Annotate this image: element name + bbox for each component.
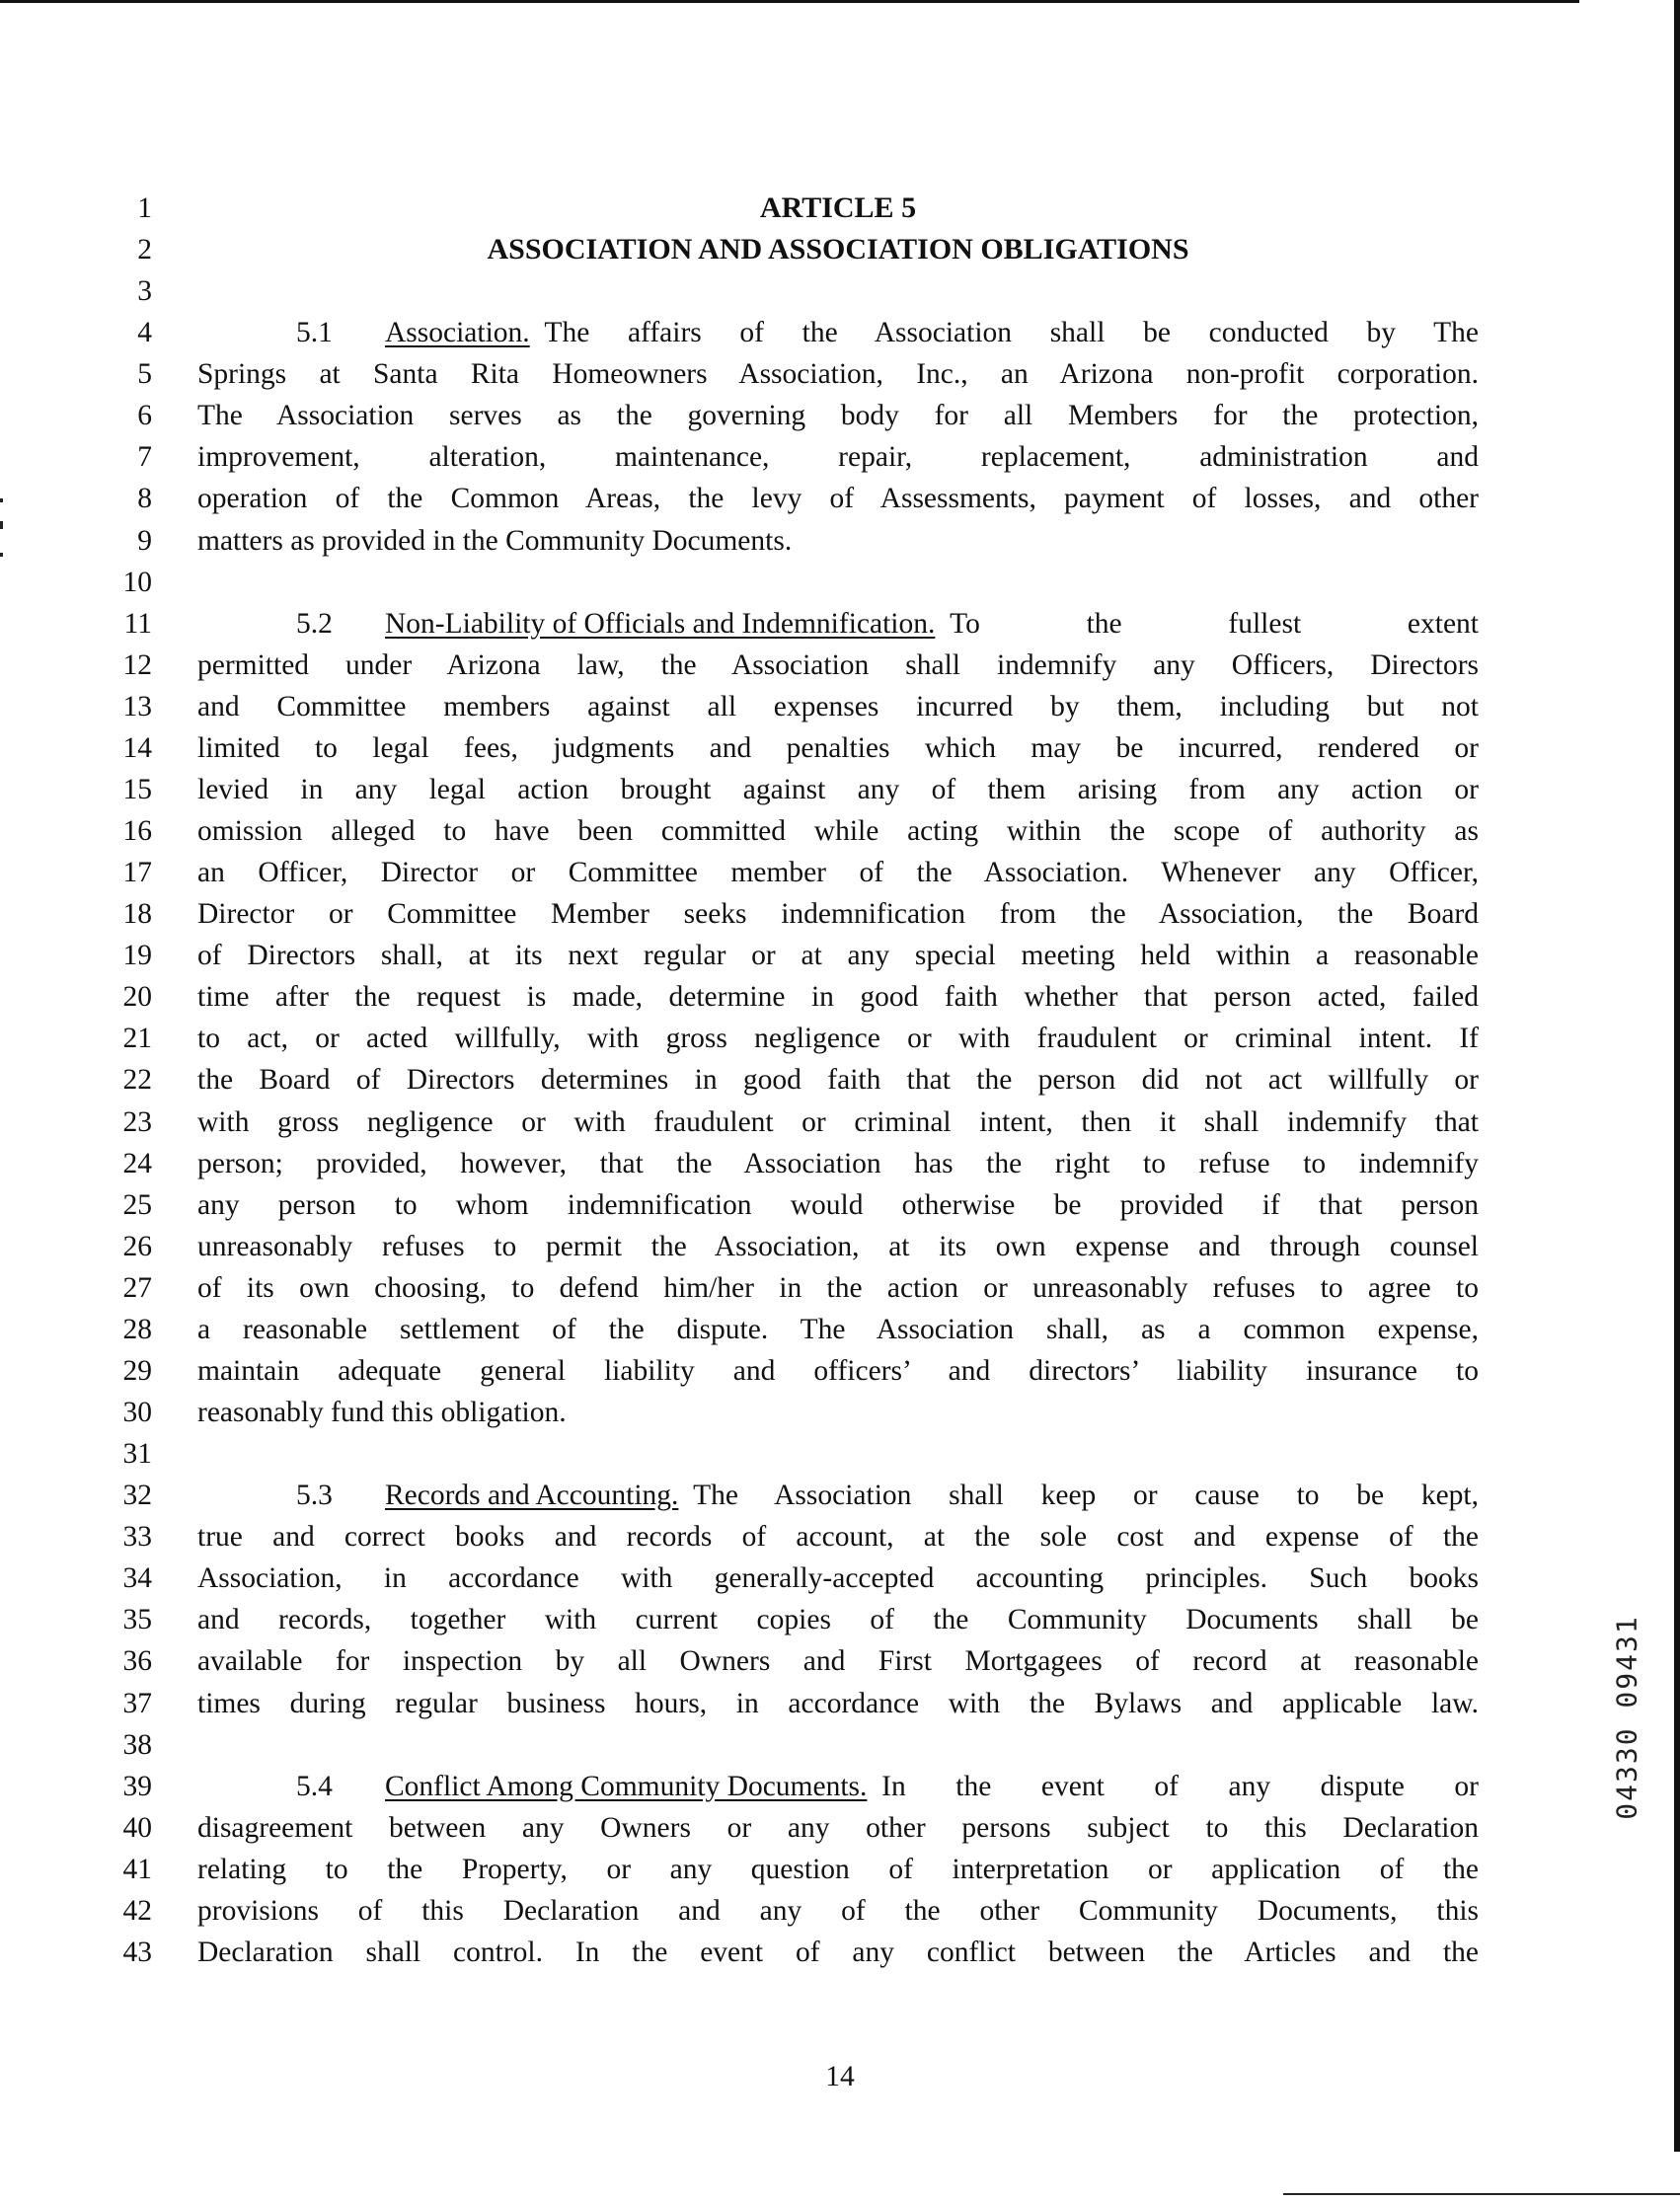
line-number: 38	[122, 1728, 152, 1761]
line-number: 12	[122, 648, 152, 681]
document-line	[0, 1309, 1680, 1350]
document-line	[0, 436, 1680, 478]
line-number: 33	[122, 1521, 152, 1554]
body-text-line: Springs at Santa Rita Homeowners Association, Inc., an Arizona non-profit corporation.	[197, 358, 1479, 391]
scan-bottom-border	[1283, 2193, 1680, 2195]
line-number: 15	[122, 773, 152, 805]
line-number: 5	[137, 358, 152, 391]
section-heading-line	[197, 603, 1479, 645]
line-number: 1	[137, 192, 152, 224]
body-text-line: provisions of this Declaration and any of the other Community Documents, this	[197, 1894, 1479, 1927]
body-text-line: Declaration shall control. In the event of any conflict between the Articles and the	[197, 1936, 1479, 1968]
document-line	[0, 1890, 1680, 1932]
section-title: Association.	[385, 317, 530, 349]
section-number: 5.3	[296, 1480, 333, 1512]
document-line	[0, 1433, 1680, 1475]
document-line	[0, 645, 1680, 686]
article-title: ARTICLE 5	[759, 191, 917, 224]
line-number: 4	[137, 317, 152, 349]
document-line	[0, 1226, 1680, 1267]
document-line	[0, 229, 1680, 270]
document-line	[0, 935, 1680, 976]
body-text-line: levied in any legal action brought against any of them arising from any action or	[197, 773, 1479, 805]
section-number: 5.2	[296, 607, 333, 640]
line-number: 26	[122, 1230, 152, 1262]
spacer	[867, 1766, 881, 1807]
line-number: 9	[137, 524, 152, 557]
body-text-line: limited to legal fees, judgments and penalties which may be incurred, rendered or	[197, 731, 1479, 764]
document-line	[0, 1184, 1680, 1226]
line-number: 37	[122, 1687, 152, 1719]
document-line	[0, 976, 1680, 1018]
body-text-line: with gross negligence or with fraudulent or criminal intent, then it shall indemnify that	[197, 1105, 1479, 1138]
line-number: 30	[122, 1397, 152, 1429]
document-line	[0, 353, 1680, 395]
line-number: 31	[122, 1438, 152, 1471]
body-text-line: and Committee members against all expenses incurred by them, including but not	[197, 690, 1479, 722]
document-line	[0, 727, 1680, 769]
line-number: 11	[123, 607, 152, 640]
section-title: Conflict Among Community Documents.	[385, 1770, 868, 1802]
document-line	[0, 603, 1680, 645]
document-line	[0, 1724, 1680, 1766]
document-line	[0, 1018, 1680, 1059]
document-line	[0, 1059, 1680, 1101]
section-number: 5.1	[296, 317, 333, 349]
line-number: 28	[122, 1313, 152, 1345]
line-number: 21	[122, 1023, 152, 1055]
line-number: 41	[122, 1853, 152, 1885]
body-text-line: a reasonable settlement of the dispute. The Association shall, as a common expense,	[197, 1313, 1479, 1345]
document-line	[0, 395, 1680, 436]
body-text-line: time after the request is made, determine in good faith whether that person acted, failed	[197, 981, 1479, 1014]
article-subtitle: ASSOCIATION AND ASSOCIATION OBLIGATIONS	[487, 233, 1189, 266]
document-line	[0, 1766, 1680, 1807]
body-text-line: and records, together with current copies of the Community Documents shall be	[197, 1604, 1479, 1636]
line-number: 19	[122, 940, 152, 972]
body-text-line: operation of the Common Areas, the levy of Assessments, payment of losses, and other	[197, 483, 1479, 515]
body-text-line: relating to the Property, or any question of interpretation or application of the	[197, 1853, 1479, 1885]
document-line	[0, 1516, 1680, 1557]
section-heading-line	[197, 1475, 1479, 1516]
spacer	[530, 312, 545, 353]
document-line	[0, 520, 1680, 562]
document-line	[0, 1102, 1680, 1143]
body-text-line: unreasonably refuses to permit the Association, at its own expense and through counsel	[197, 1230, 1479, 1262]
section-title: Records and Accounting.	[385, 1480, 679, 1512]
line-number: 8	[137, 483, 152, 515]
line-number: 39	[122, 1770, 152, 1802]
body-text-line: of its own choosing, to defend him/her in the action or unreasonably refuses to agree to	[197, 1271, 1479, 1304]
line-number: 36	[122, 1645, 152, 1678]
line-number: 14	[122, 731, 152, 764]
section-text: The affairs of the Association shall be conducted by The	[544, 317, 1479, 349]
line-number: 22	[122, 1064, 152, 1097]
document-line	[0, 1392, 1680, 1433]
document-line	[0, 1557, 1680, 1599]
section-heading-line	[197, 312, 1479, 353]
document-line	[0, 562, 1680, 603]
line-number: 6	[137, 400, 152, 432]
document-line	[0, 1640, 1680, 1682]
scan-top-border	[0, 0, 1579, 3]
body-text-line: improvement, alteration, maintenance, repair, replacement, administration and	[197, 441, 1479, 474]
body-text-line: Association, in accordance with generally-accepted accounting principles. Such books	[197, 1562, 1479, 1595]
line-number: 34	[122, 1562, 152, 1595]
body-text-line: Director or Committee Member seeks indemnification from the Association, the Board	[197, 898, 1479, 931]
body-text-line: true and correct books and records of account, at the sole cost and expense of the	[197, 1521, 1479, 1554]
body-text-line: person; provided, however, that the Association has the right to refuse to indemnify	[197, 1147, 1479, 1179]
line-number: 27	[122, 1271, 152, 1304]
document-line	[0, 1932, 1680, 1973]
body-text-line: to act, or acted willfully, with gross negligence or with fraudulent or criminal intent. If	[197, 1023, 1479, 1055]
document-line	[0, 686, 1680, 727]
body-text-line: of Directors shall, at its next regular or at any special meeting held within a reasonable	[197, 940, 1479, 972]
body-text-line: reasonably fund this obligation.	[197, 1397, 567, 1429]
document-line	[0, 270, 1680, 312]
line-number: 35	[122, 1604, 152, 1636]
recording-stamp	[1607, 1589, 1646, 1846]
line-number: 42	[122, 1894, 152, 1927]
body-text-line: available for inspection by all Owners and First Mortgagees of record at reasonable	[197, 1645, 1479, 1678]
document-line	[0, 1849, 1680, 1890]
body-text-line: matters as provided in the Community Documents.	[197, 524, 793, 557]
body-text-line: maintain adequate general liability and officers’ and directors’ liability insurance to	[197, 1354, 1479, 1387]
document-line	[0, 1143, 1680, 1184]
line-number: 20	[122, 981, 152, 1014]
line-number: 18	[122, 898, 152, 931]
document-line	[0, 852, 1680, 893]
document-line	[0, 188, 1680, 229]
document-line	[0, 478, 1680, 519]
body-text-line: any person to whom indemnification would otherwise be provided if that person	[197, 1188, 1479, 1221]
line-number: 16	[122, 815, 152, 848]
document-line	[0, 1267, 1680, 1309]
document-line	[0, 893, 1680, 935]
document-line	[0, 1807, 1680, 1849]
line-number: 23	[122, 1105, 152, 1138]
line-number: 29	[122, 1354, 152, 1387]
body-text-line: permitted under Arizona law, the Association shall indemnify any Officers, Directors	[197, 648, 1479, 681]
section-text: The Association shall keep or cause to be kept,	[693, 1480, 1479, 1512]
line-number: 13	[122, 690, 152, 722]
spacer	[935, 603, 950, 645]
document-line	[0, 312, 1680, 353]
body-text-line: The Association serves as the governing body for all Members for the protection,	[197, 400, 1479, 432]
spacer	[678, 1475, 693, 1516]
document-line	[0, 1599, 1680, 1640]
line-number: 17	[122, 857, 152, 889]
line-number: 10	[122, 566, 152, 598]
recording-stamp-text: 04330 09431	[1610, 1615, 1643, 1820]
document-line	[0, 1475, 1680, 1516]
document-line	[0, 810, 1680, 852]
section-number: 5.4	[296, 1770, 333, 1802]
body-text-line: the Board of Directors determines in good faith that the person did not act willfully or	[197, 1064, 1479, 1097]
section-heading-line	[197, 1766, 1479, 1807]
line-number: 3	[137, 275, 152, 308]
line-number: 25	[122, 1188, 152, 1221]
document-line	[0, 1350, 1680, 1392]
section-text: In the event of any dispute or	[881, 1770, 1479, 1802]
line-number: 24	[122, 1147, 152, 1179]
body-text-line: disagreement between any Owners or any other persons subject to this Declaration	[197, 1811, 1479, 1844]
body-text-line: omission alleged to have been committed while acting within the scope of authority as	[197, 815, 1479, 848]
line-number: 40	[122, 1811, 152, 1844]
document-line	[0, 1683, 1680, 1724]
section-title: Non-Liability of Officials and Indemnification.	[385, 607, 936, 640]
line-number: 43	[122, 1936, 152, 1968]
document-line	[0, 769, 1680, 810]
section-text: To the fullest extent	[950, 607, 1479, 640]
page-number: 14	[825, 2061, 855, 2092]
body-text-line: times during regular business hours, in accordance with the Bylaws and applicable law.	[197, 1687, 1479, 1719]
body-text-line: an Officer, Director or Committee member of the Association. Whenever any Officer,	[197, 857, 1479, 889]
line-number: 32	[122, 1480, 152, 1512]
line-number: 2	[137, 234, 152, 266]
line-number: 7	[137, 441, 152, 474]
